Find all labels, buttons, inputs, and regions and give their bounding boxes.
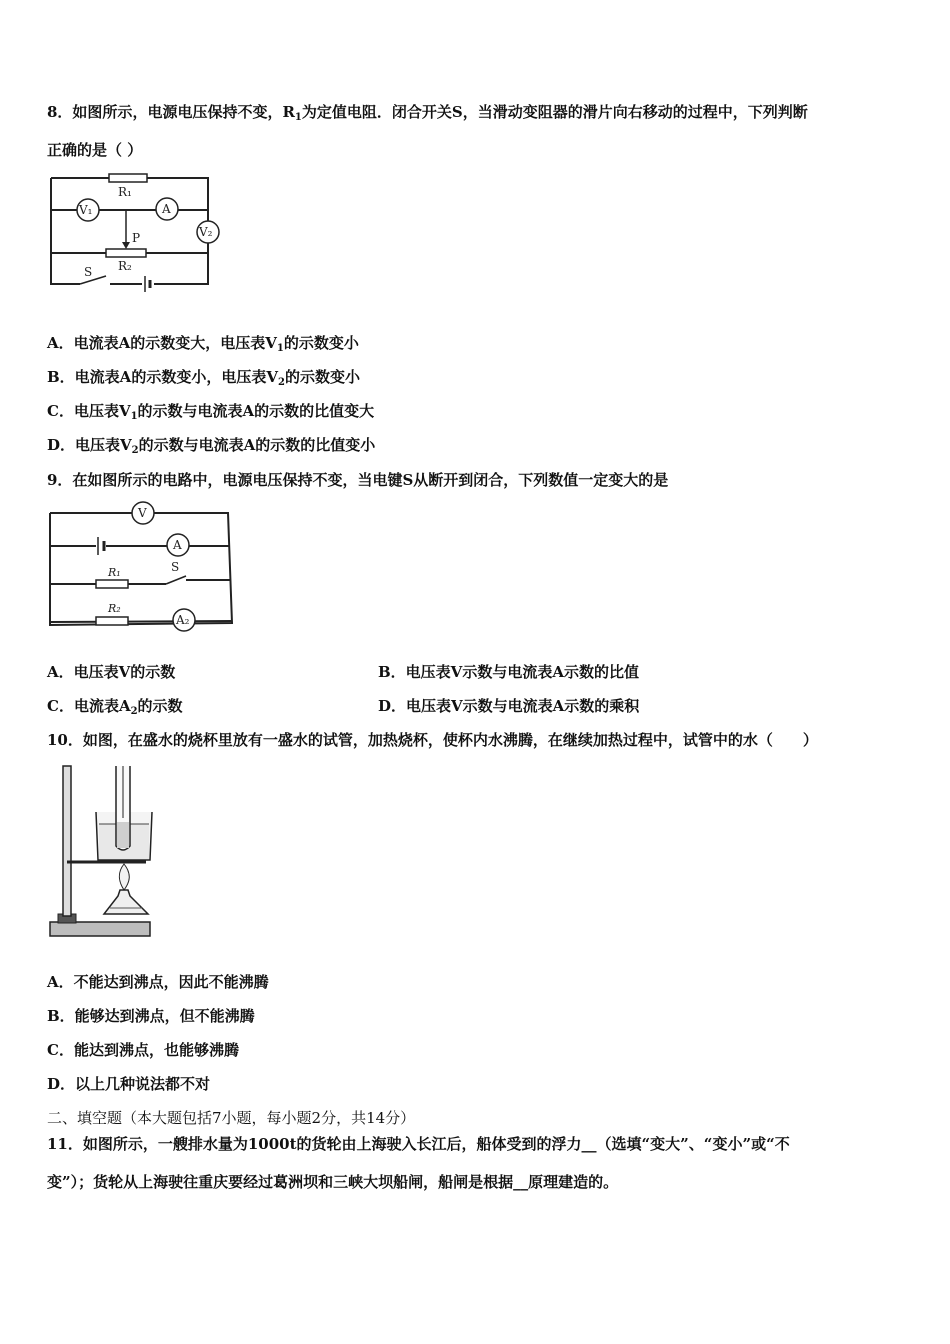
q9-switch	[166, 576, 186, 584]
q10-option-b[interactable]: B．能够达到沸点，但不能沸腾	[47, 1007, 255, 1025]
q9-v-label: V	[138, 506, 147, 520]
q8-r2-resistor	[106, 249, 146, 257]
q10-alcohol-lamp	[104, 890, 148, 914]
section-2-heading: 二、填空题（本大题包括7小题，每小题2分，共14分）	[47, 1109, 416, 1127]
q9-r1-resistor	[96, 580, 128, 588]
q10-stand-rod	[63, 766, 71, 916]
q9-circuit-diagram	[46, 500, 236, 635]
q8-s-label: S	[84, 265, 93, 279]
q8-circuit-diagram	[46, 172, 226, 294]
q10-option-d[interactable]: D．以上几种说法都不对	[47, 1075, 211, 1093]
q8-option-d[interactable]: D．电压表$V_2$的示数与电流表A的示数的比值变小	[47, 436, 376, 456]
q10-option-c[interactable]: C．能达到沸点，也能够沸腾	[47, 1041, 239, 1059]
q8-p-label: P	[132, 231, 141, 245]
q8-r1-resistor	[109, 174, 147, 182]
q8-stem-line2: 正确的是（ ）	[47, 141, 143, 159]
q8-stem-line1: 8．如图所示，电源电压保持不变，$R_1$为定值电阻．闭合开关S，当滑动变阻器的滑片向右移动的过程中，下列判断	[47, 103, 808, 123]
q8-option-a[interactable]: A．电流表A的示数变大，电压表$V_1$的示数变小	[47, 334, 359, 354]
q11-stem-line2: 变”）；货轮从上海驶往重庆要经过葛洲坝和三峡大坝船闸，船闸是根据__原理建造的。	[47, 1173, 619, 1191]
q8-v1-label: V₁	[79, 203, 93, 217]
q8-a-label: A	[162, 202, 171, 216]
q10-flame	[119, 864, 129, 890]
q9-a-label: A	[173, 538, 182, 552]
q9-wire-loop	[50, 513, 232, 625]
q10-tube-water	[117, 822, 129, 848]
q8-v2-label: V₂	[199, 225, 213, 239]
q9-r1-label: R₁	[108, 566, 121, 579]
q10-stand-base	[50, 922, 150, 936]
q9-option-d[interactable]: D．电压表V示数与电流表A示数的乘积	[378, 697, 640, 715]
q10-option-a[interactable]: A．不能达到沸点，因此不能沸腾	[47, 973, 269, 991]
q9-r2-resistor	[96, 617, 128, 625]
q10-stem: 10．如图，在盛水的烧杯里放有一盛水的试管，加热烧杯，使杯内水沸腾，在继续加热过程中，试管中的水（ ）	[47, 731, 818, 749]
q9-stem: 9．在如图所示的电路中，电源电压保持不变，当电键S从断开到闭合，下列数值一定变大的是	[47, 471, 669, 489]
q8-option-c[interactable]: C．电压表$V_1$的示数与电流表A的示数的比值变大	[47, 402, 375, 422]
q8-slider-arrow	[122, 242, 130, 249]
q8-r2-label: R₂	[118, 259, 132, 273]
q9-r2-label: R₂	[108, 602, 121, 615]
q9-s-label: S	[171, 560, 180, 574]
q9-option-b[interactable]: B．电压表V示数与电流表A示数的比值	[378, 663, 639, 681]
q9-a2-label: A₂	[176, 613, 190, 627]
q8-option-b[interactable]: B．电流表A的示数变小，电压表$V_2$的示数变小	[47, 368, 360, 388]
q8-r1-label: R₁	[118, 185, 132, 199]
q9-option-a[interactable]: A．电压表V的示数	[47, 663, 176, 681]
q9-option-c[interactable]: C．电流表$A_2$的示数	[47, 697, 183, 717]
q10-boiling-apparatus	[46, 762, 158, 940]
q11-stem-line1: 11．如图所示，一艘排水量为1000t的货轮由上海驶入长江后，船体受到的浮力__（选填“变大”、“变小”或“不	[47, 1135, 790, 1153]
